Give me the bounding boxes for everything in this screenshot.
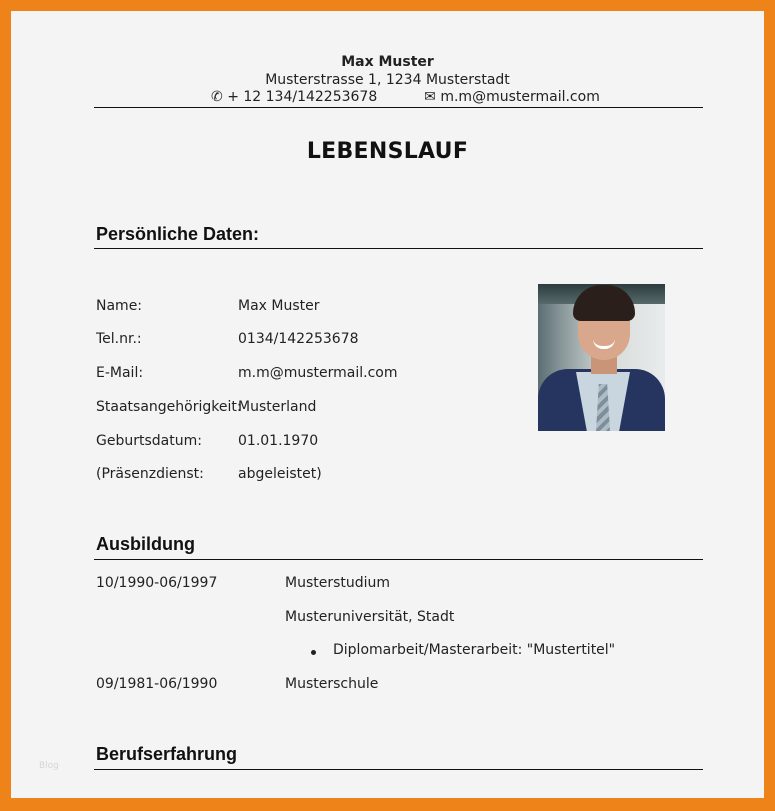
personal-row	[96, 433, 318, 449]
personal-label: Staatsangehörigkeit:	[96, 399, 242, 415]
personal-label: Name:	[96, 298, 143, 314]
section-heading-experience: Berufserfahrung	[96, 744, 238, 764]
education-bullet: Diplomarbeit/Masterarbeit: "Mustertitel"	[333, 642, 616, 658]
personal-label: E-Mail:	[96, 365, 144, 381]
section-heading-education: Ausbildung	[96, 534, 195, 554]
personal-row	[96, 399, 316, 415]
personal-value: abgeleistet)	[238, 466, 322, 482]
bullet-icon	[311, 650, 316, 655]
page-title: LEBENSLAUF	[306, 139, 469, 164]
header-address: Musterstrasse 1, 1234 Musterstadt	[265, 72, 510, 88]
portrait-photo	[538, 284, 665, 431]
personal-row	[96, 298, 320, 314]
personal-label: Tel.nr.:	[96, 331, 142, 347]
education-title: Musterstudium	[285, 575, 391, 591]
personal-row	[96, 365, 398, 381]
header-name: Max Muster	[341, 54, 434, 70]
section-divider-education	[94, 559, 703, 560]
section-divider-personal	[94, 248, 703, 249]
personal-value: 01.01.1970	[238, 433, 319, 449]
watermark: Blog	[39, 761, 59, 771]
resume-page	[11, 11, 764, 798]
personal-value: Musterland	[238, 399, 317, 415]
section-divider-experience	[94, 769, 703, 770]
section-heading-personal: Persönliche Daten:	[96, 224, 260, 244]
education-title: Musterschule	[285, 676, 379, 692]
header-phone: + 12 134/142253678	[227, 89, 378, 105]
education-date: 09/1981-06/1990	[96, 676, 218, 692]
education-date: 10/1990-06/1997	[96, 575, 218, 591]
personal-value: 0134/142253678	[238, 331, 359, 347]
envelope-icon: ✉	[424, 89, 436, 105]
education-institution: Musteruniversität, Stadt	[285, 609, 455, 625]
personal-value[interactable]: m.m@mustermail.com	[238, 365, 398, 381]
personal-value: Max Muster	[238, 298, 320, 314]
personal-row	[96, 466, 322, 482]
personal-label: (Präsenzdienst:	[96, 466, 204, 482]
header-email[interactable]: m.m@mustermail.com	[440, 89, 600, 105]
header-divider	[94, 107, 703, 108]
personal-row	[96, 331, 359, 347]
header-contact	[211, 89, 600, 105]
phone-icon: ✆	[211, 89, 223, 105]
personal-label: Geburtsdatum:	[96, 433, 202, 449]
